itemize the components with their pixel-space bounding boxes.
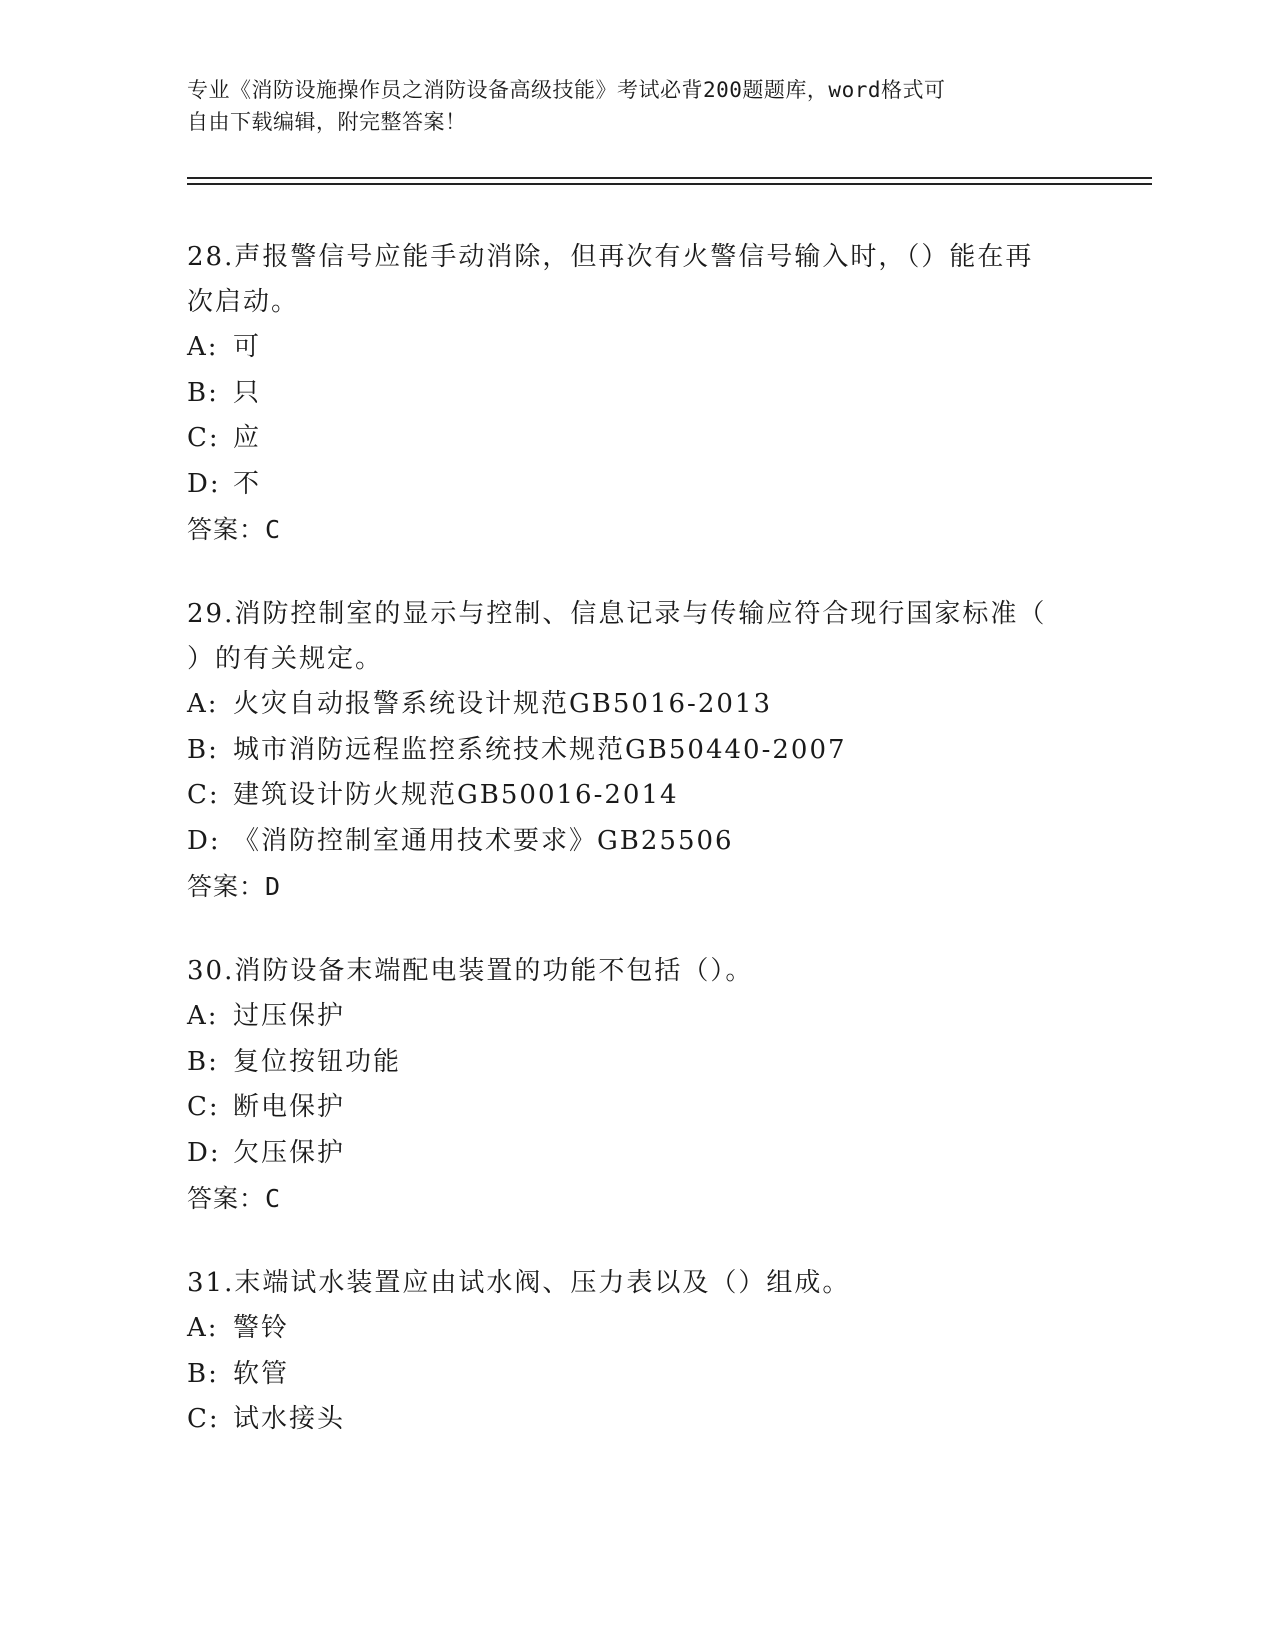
option-b: B: 复位按钮功能 — [187, 1046, 402, 1077]
question-stem: 29.消防控制室的显示与控制、信息记录与传输应符合现行国家标准（ ）的有关规定。 — [187, 599, 1047, 674]
question-stem: 30.消防设备末端配电装置的功能不包括（）。 — [187, 956, 754, 986]
question-30 — [187, 949, 1087, 1221]
option-b: B: 软管 — [187, 1358, 290, 1389]
option-a: A: 警铃 — [187, 1313, 290, 1343]
question-31 — [187, 1261, 1087, 1443]
option-d: D: 《消防控制室通用技术要求》GB25506 — [187, 825, 734, 856]
header-line-2: 自由下载编辑，附完整答案！ — [187, 110, 467, 134]
header-divider-top — [187, 177, 1152, 179]
question-28 — [187, 235, 1087, 552]
answer-line: 答案：C — [187, 515, 282, 544]
option-c: C: 试水接头 — [187, 1404, 346, 1434]
option-b: B: 城市消防远程监控系统技术规范GB50440-2007 — [187, 734, 847, 765]
question-stem: 31.末端试水装置应由试水阀、压力表以及（）组成。 — [187, 1268, 851, 1298]
question-list — [187, 235, 1087, 1483]
option-a: A: 可 — [187, 332, 262, 362]
option-c: C: 建筑设计防火规范GB50016-2014 — [187, 780, 679, 810]
question-29 — [187, 592, 1087, 909]
option-c: C: 断电保护 — [187, 1092, 346, 1122]
header-line-1: 专业《消防设施操作员之消防设备高级技能》考试必背200题题库，word格式可 — [187, 78, 946, 102]
header-divider-bottom — [187, 183, 1152, 185]
option-b: B: 只 — [187, 377, 262, 408]
option-a: A: 过压保护 — [187, 1001, 346, 1031]
answer-line: 答案：D — [187, 872, 282, 901]
option-d: D: 欠压保护 — [187, 1137, 346, 1168]
option-d: D: 不 — [187, 468, 262, 499]
answer-line: 答案：C — [187, 1184, 282, 1213]
question-stem: 28.声报警信号应能手动消除，但再次有火警信号输入时，（）能在再 次启动。 — [187, 242, 1034, 317]
option-a: A: 火灾自动报警系统设计规范GB5016-2013 — [187, 689, 772, 719]
document-header — [187, 74, 1067, 138]
option-c: C: 应 — [187, 423, 262, 453]
